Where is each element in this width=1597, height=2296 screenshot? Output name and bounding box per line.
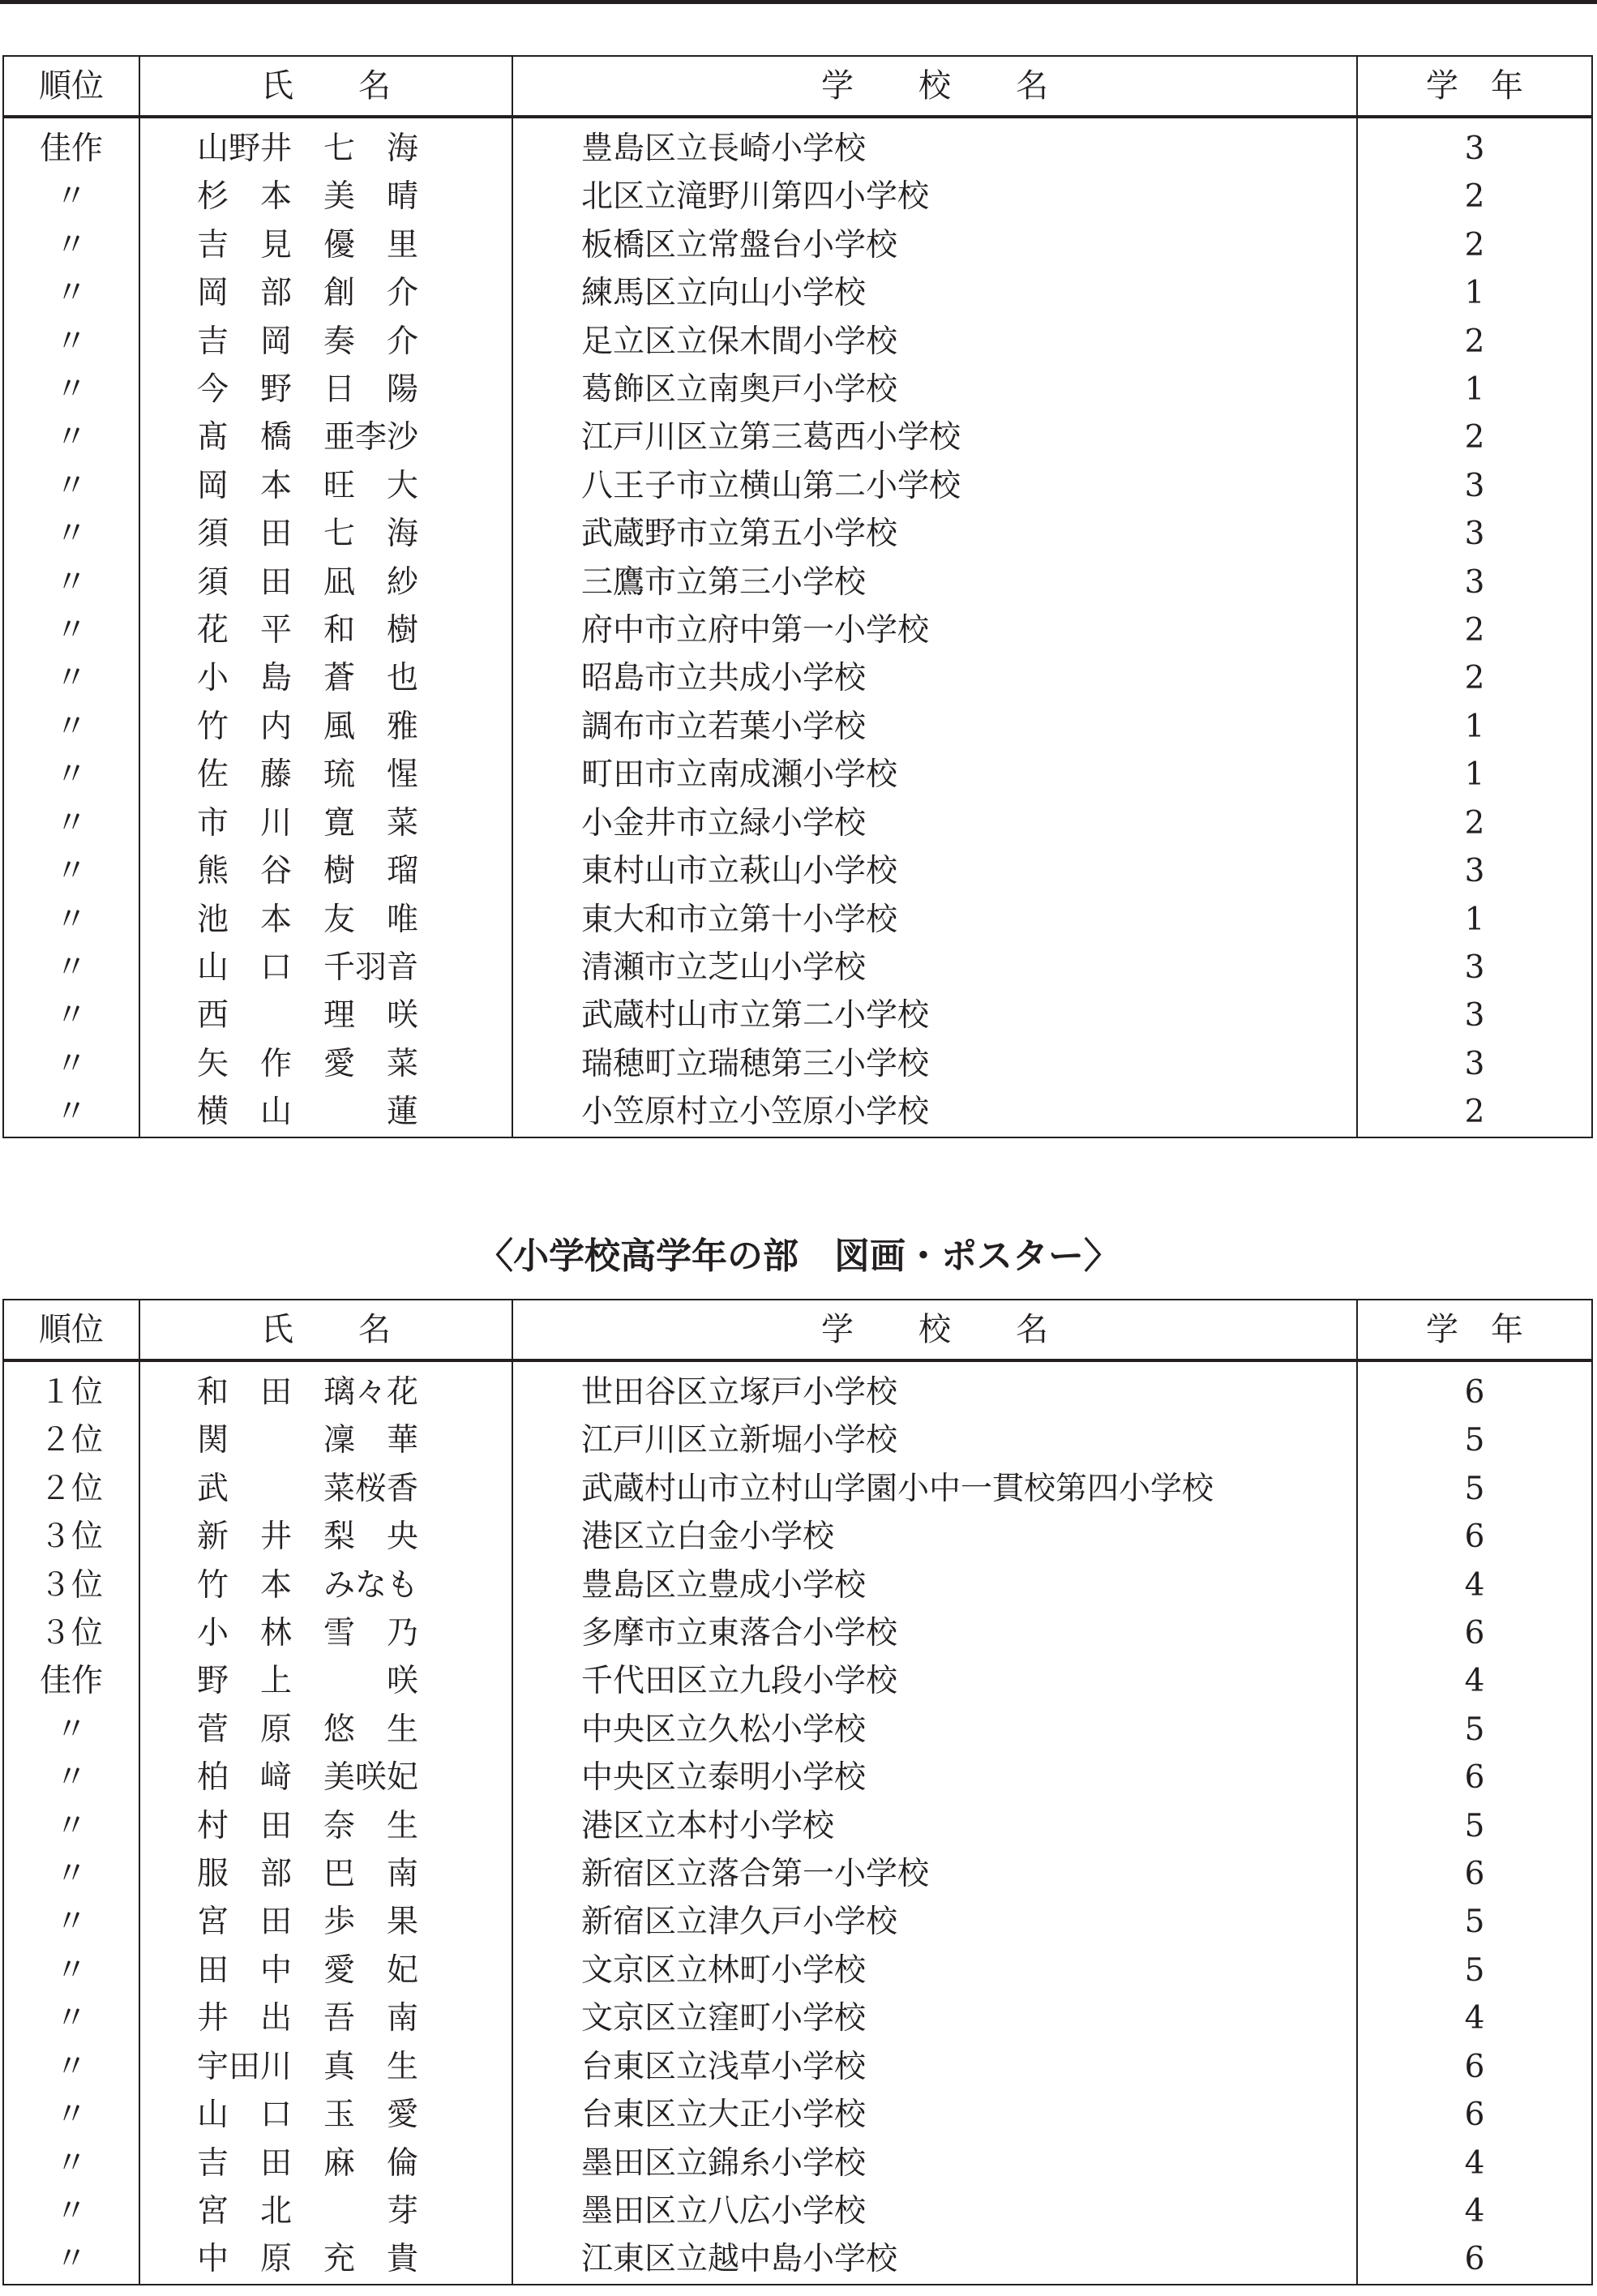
school-cell: 瑞穂町立瑞穂第三小学校 bbox=[512, 1040, 1357, 1088]
grade-cell: 6 bbox=[1357, 1609, 1592, 1657]
rank-cell: 〃 bbox=[3, 2235, 139, 2284]
grade-cell: 2 bbox=[1357, 413, 1592, 461]
grade-cell: 3 bbox=[1357, 117, 1592, 173]
rank-cell: 〃 bbox=[3, 559, 139, 606]
rank-cell: ２位 bbox=[3, 1416, 139, 1464]
grade-cell: 6 bbox=[1357, 2091, 1592, 2139]
table-row bbox=[3, 751, 1592, 799]
table-row bbox=[3, 1088, 1592, 1137]
name-cell: 熊 谷 樹 瑠 bbox=[139, 847, 512, 895]
grade-cell: 3 bbox=[1357, 944, 1592, 992]
header-rank: 順位 bbox=[3, 56, 139, 117]
rank-cell: 〃 bbox=[3, 366, 139, 413]
table-row bbox=[3, 1561, 1592, 1609]
rank-cell: ３位 bbox=[3, 1609, 139, 1657]
table-row bbox=[3, 117, 1592, 173]
name-cell: 横 山 蓮 bbox=[139, 1088, 512, 1137]
name-cell: 新 井 梨 央 bbox=[139, 1513, 512, 1561]
school-cell: 江戸川区立新堀小学校 bbox=[512, 1416, 1357, 1464]
rank-cell: 〃 bbox=[3, 847, 139, 895]
rank-cell: 佳作 bbox=[3, 117, 139, 173]
header-school: 学 校 名 bbox=[512, 1300, 1357, 1360]
rank-cell: 〃 bbox=[3, 1994, 139, 2042]
school-cell: 清瀬市立芝山小学校 bbox=[512, 944, 1357, 992]
table-row bbox=[3, 318, 1592, 366]
grade-cell: 2 bbox=[1357, 654, 1592, 702]
grade-cell: 2 bbox=[1357, 221, 1592, 269]
grade-cell: 2 bbox=[1357, 606, 1592, 654]
table-row bbox=[3, 1609, 1592, 1657]
school-cell: 港区立白金小学校 bbox=[512, 1513, 1357, 1561]
rank-cell: 〃 bbox=[3, 606, 139, 654]
school-cell: 東村山市立萩山小学校 bbox=[512, 847, 1357, 895]
grade-cell: 3 bbox=[1357, 462, 1592, 510]
rank-cell: 〃 bbox=[3, 1947, 139, 1994]
table-row bbox=[3, 1850, 1592, 1898]
table-row bbox=[3, 221, 1592, 269]
name-cell: 須 田 七 海 bbox=[139, 510, 512, 558]
table-row bbox=[3, 462, 1592, 510]
name-cell: 山 口 玉 愛 bbox=[139, 2091, 512, 2139]
table-row bbox=[3, 2140, 1592, 2187]
school-cell: 町田市立南成瀬小学校 bbox=[512, 751, 1357, 799]
grade-cell: 6 bbox=[1357, 2235, 1592, 2284]
table-row bbox=[3, 1416, 1592, 1464]
grade-cell: 5 bbox=[1357, 1947, 1592, 1994]
rank-cell: 〃 bbox=[3, 944, 139, 992]
school-cell: 文京区立林町小学校 bbox=[512, 1947, 1357, 1994]
rank-cell: 〃 bbox=[3, 1898, 139, 1946]
table-row bbox=[3, 2043, 1592, 2091]
school-cell: 台東区立大正小学校 bbox=[512, 2091, 1357, 2139]
school-cell: 小金井市立緑小学校 bbox=[512, 799, 1357, 847]
results-table-1 bbox=[2, 55, 1593, 1138]
name-cell: 竹 本 みなも bbox=[139, 1561, 512, 1609]
table-row bbox=[3, 992, 1592, 1039]
rank-cell: ３位 bbox=[3, 1513, 139, 1561]
name-cell: 野 上 咲 bbox=[139, 1657, 512, 1705]
school-cell: 豊島区立豊成小学校 bbox=[512, 1561, 1357, 1609]
grade-cell: 1 bbox=[1357, 366, 1592, 413]
school-cell: 中央区立久松小学校 bbox=[512, 1706, 1357, 1754]
name-cell: 矢 作 愛 菜 bbox=[139, 1040, 512, 1088]
name-cell: 吉 田 麻 倫 bbox=[139, 2140, 512, 2187]
rank-cell: 〃 bbox=[3, 2187, 139, 2235]
grade-cell: 3 bbox=[1357, 1040, 1592, 1088]
grade-cell: 5 bbox=[1357, 1802, 1592, 1850]
rank-cell: 〃 bbox=[3, 992, 139, 1039]
grade-cell: 4 bbox=[1357, 1561, 1592, 1609]
rank-cell: １位 bbox=[3, 1360, 139, 1416]
school-cell: 新宿区立落合第一小学校 bbox=[512, 1850, 1357, 1898]
name-cell: 井 出 吾 南 bbox=[139, 1994, 512, 2042]
rank-cell: 〃 bbox=[3, 896, 139, 944]
table-row bbox=[3, 2187, 1592, 2235]
table-row bbox=[3, 173, 1592, 221]
grade-cell: 2 bbox=[1357, 799, 1592, 847]
school-cell: 江東区立越中島小学校 bbox=[512, 2235, 1357, 2284]
grade-cell: 3 bbox=[1357, 847, 1592, 895]
school-cell: 新宿区立津久戸小学校 bbox=[512, 1898, 1357, 1946]
name-cell: 村 田 奈 生 bbox=[139, 1802, 512, 1850]
header-grade: 学 年 bbox=[1357, 56, 1592, 117]
school-cell: 江戸川区立第三葛西小学校 bbox=[512, 413, 1357, 461]
table-row bbox=[3, 1802, 1592, 1850]
school-cell: 文京区立窪町小学校 bbox=[512, 1994, 1357, 2042]
rank-cell: 〃 bbox=[3, 1754, 139, 1801]
school-cell: 北区立滝野川第四小学校 bbox=[512, 173, 1357, 221]
name-cell: 岡 本 旺 大 bbox=[139, 462, 512, 510]
grade-cell: 6 bbox=[1357, 2043, 1592, 2091]
grade-cell: 1 bbox=[1357, 269, 1592, 317]
rank-cell: 〃 bbox=[3, 173, 139, 221]
table-row bbox=[3, 1360, 1592, 1416]
name-cell: 中 原 充 貴 bbox=[139, 2235, 512, 2284]
name-cell: 菅 原 悠 生 bbox=[139, 1706, 512, 1754]
name-cell: 田 中 愛 妃 bbox=[139, 1947, 512, 1994]
grade-cell: 4 bbox=[1357, 1994, 1592, 2042]
rank-cell: 〃 bbox=[3, 318, 139, 366]
name-cell: 竹 内 風 雅 bbox=[139, 703, 512, 751]
header-name: 氏 名 bbox=[139, 1300, 512, 1360]
school-cell: 台東区立浅草小学校 bbox=[512, 2043, 1357, 2091]
rank-cell: 〃 bbox=[3, 1706, 139, 1754]
rank-cell: 〃 bbox=[3, 1088, 139, 1137]
table-row bbox=[3, 269, 1592, 317]
school-cell: 葛飾区立南奥戸小学校 bbox=[512, 366, 1357, 413]
grade-cell: 2 bbox=[1357, 1088, 1592, 1137]
name-cell: 和 田 璃々花 bbox=[139, 1360, 512, 1416]
top-rule bbox=[0, 0, 1597, 4]
school-cell: 豊島区立長崎小学校 bbox=[512, 117, 1357, 173]
rank-cell: 〃 bbox=[3, 654, 139, 702]
header-school: 学 校 名 bbox=[512, 56, 1357, 117]
name-cell: 髙 橋 亜李沙 bbox=[139, 413, 512, 461]
rank-cell: 〃 bbox=[3, 703, 139, 751]
table-row bbox=[3, 1706, 1592, 1754]
school-cell: 足立区立保木間小学校 bbox=[512, 318, 1357, 366]
rank-cell: 〃 bbox=[3, 1040, 139, 1088]
name-cell: 宇田川 真 生 bbox=[139, 2043, 512, 2091]
table-row bbox=[3, 1657, 1592, 1705]
school-cell: 中央区立泰明小学校 bbox=[512, 1754, 1357, 1801]
grade-cell: 1 bbox=[1357, 751, 1592, 799]
rank-cell: 〃 bbox=[3, 413, 139, 461]
school-cell: 武蔵村山市立第二小学校 bbox=[512, 992, 1357, 1039]
table-row bbox=[3, 703, 1592, 751]
table-row bbox=[3, 606, 1592, 654]
name-cell: 宮 田 歩 果 bbox=[139, 1898, 512, 1946]
rank-cell: ３位 bbox=[3, 1561, 139, 1609]
table-row bbox=[3, 2235, 1592, 2284]
table-row bbox=[3, 413, 1592, 461]
table-row bbox=[3, 559, 1592, 606]
table-body-2 bbox=[3, 1360, 1592, 2285]
school-cell: 多摩市立東落合小学校 bbox=[512, 1609, 1357, 1657]
grade-cell: 5 bbox=[1357, 1706, 1592, 1754]
grade-cell: 6 bbox=[1357, 1360, 1592, 1416]
school-cell: 府中市立府中第一小学校 bbox=[512, 606, 1357, 654]
rank-cell: 〃 bbox=[3, 2140, 139, 2187]
grade-cell: 6 bbox=[1357, 1850, 1592, 1898]
grade-cell: 4 bbox=[1357, 1657, 1592, 1705]
name-cell: 今 野 日 陽 bbox=[139, 366, 512, 413]
table-header-row bbox=[3, 56, 1592, 117]
grade-cell: 1 bbox=[1357, 703, 1592, 751]
grade-cell: 5 bbox=[1357, 1898, 1592, 1946]
school-cell: 昭島市立共成小学校 bbox=[512, 654, 1357, 702]
grade-cell: 5 bbox=[1357, 1416, 1592, 1464]
header-name: 氏 名 bbox=[139, 56, 512, 117]
grade-cell: 4 bbox=[1357, 2140, 1592, 2187]
rank-cell: 〃 bbox=[3, 221, 139, 269]
school-cell: 千代田区立九段小学校 bbox=[512, 1657, 1357, 1705]
name-cell: 山 口 千羽音 bbox=[139, 944, 512, 992]
school-cell: 墨田区立八広小学校 bbox=[512, 2187, 1357, 2235]
school-cell: 八王子市立横山第二小学校 bbox=[512, 462, 1357, 510]
table-row bbox=[3, 510, 1592, 558]
school-cell: 世田谷区立塚戸小学校 bbox=[512, 1360, 1357, 1416]
name-cell: 花 平 和 樹 bbox=[139, 606, 512, 654]
table-row bbox=[3, 1040, 1592, 1088]
rank-cell: 〃 bbox=[3, 269, 139, 317]
name-cell: 佐 藤 琉 惺 bbox=[139, 751, 512, 799]
rank-cell: 〃 bbox=[3, 799, 139, 847]
grade-cell: 3 bbox=[1357, 559, 1592, 606]
name-cell: 池 本 友 唯 bbox=[139, 896, 512, 944]
name-cell: 小 島 蒼 也 bbox=[139, 654, 512, 702]
name-cell: 武 菜桜香 bbox=[139, 1465, 512, 1513]
table-row bbox=[3, 654, 1592, 702]
section-title-upper-grades-poster: 〈小学校高学年の部 図画・ポスター〉 bbox=[477, 1236, 1120, 1277]
rank-cell: 佳作 bbox=[3, 1657, 139, 1705]
school-cell: 練馬区立向山小学校 bbox=[512, 269, 1357, 317]
school-cell: 武蔵村山市立村山学園小中一貫校第四小学校 bbox=[512, 1465, 1357, 1513]
table-row bbox=[3, 366, 1592, 413]
results-table-2 bbox=[2, 1299, 1593, 2285]
table-row bbox=[3, 799, 1592, 847]
name-cell: 西 理 咲 bbox=[139, 992, 512, 1039]
school-cell: 墨田区立錦糸小学校 bbox=[512, 2140, 1357, 2187]
table-row bbox=[3, 1994, 1592, 2042]
name-cell: 小 林 雪 乃 bbox=[139, 1609, 512, 1657]
grade-cell: 3 bbox=[1357, 992, 1592, 1039]
table-row bbox=[3, 2091, 1592, 2139]
school-cell: 調布市立若葉小学校 bbox=[512, 703, 1357, 751]
rank-cell: 〃 bbox=[3, 1802, 139, 1850]
grade-cell: 2 bbox=[1357, 318, 1592, 366]
table-row bbox=[3, 944, 1592, 992]
grade-cell: 4 bbox=[1357, 2187, 1592, 2235]
name-cell: 関 凜 華 bbox=[139, 1416, 512, 1464]
rank-cell: 〃 bbox=[3, 751, 139, 799]
name-cell: 柏 﨑 美咲妃 bbox=[139, 1754, 512, 1801]
rank-cell: 〃 bbox=[3, 462, 139, 510]
table-row bbox=[3, 1465, 1592, 1513]
school-cell: 東大和市立第十小学校 bbox=[512, 896, 1357, 944]
school-cell: 港区立本村小学校 bbox=[512, 1802, 1357, 1850]
table-header-row bbox=[3, 1300, 1592, 1360]
table-row bbox=[3, 1898, 1592, 1946]
grade-cell: 3 bbox=[1357, 510, 1592, 558]
rank-cell: 〃 bbox=[3, 510, 139, 558]
name-cell: 吉 見 優 里 bbox=[139, 221, 512, 269]
name-cell: 吉 岡 奏 介 bbox=[139, 318, 512, 366]
table-row bbox=[3, 847, 1592, 895]
table-row bbox=[3, 1947, 1592, 1994]
name-cell: 宮 北 芽 bbox=[139, 2187, 512, 2235]
school-cell: 板橋区立常盤台小学校 bbox=[512, 221, 1357, 269]
name-cell: 山野井 七 海 bbox=[139, 117, 512, 173]
grade-cell: 6 bbox=[1357, 1754, 1592, 1801]
school-cell: 小笠原村立小笠原小学校 bbox=[512, 1088, 1357, 1137]
name-cell: 杉 本 美 晴 bbox=[139, 173, 512, 221]
header-rank: 順位 bbox=[3, 1300, 139, 1360]
table-row bbox=[3, 1513, 1592, 1561]
name-cell: 須 田 凪 紗 bbox=[139, 559, 512, 606]
table-row bbox=[3, 1754, 1592, 1801]
rank-cell: ２位 bbox=[3, 1465, 139, 1513]
rank-cell: 〃 bbox=[3, 2091, 139, 2139]
rank-cell: 〃 bbox=[3, 1850, 139, 1898]
grade-cell: 2 bbox=[1357, 173, 1592, 221]
school-cell: 武蔵野市立第五小学校 bbox=[512, 510, 1357, 558]
rank-cell: 〃 bbox=[3, 2043, 139, 2091]
name-cell: 服 部 巴 南 bbox=[139, 1850, 512, 1898]
name-cell: 市 川 寛 菜 bbox=[139, 799, 512, 847]
name-cell: 岡 部 創 介 bbox=[139, 269, 512, 317]
table-row bbox=[3, 896, 1592, 944]
grade-cell: 1 bbox=[1357, 896, 1592, 944]
school-cell: 三鷹市立第三小学校 bbox=[512, 559, 1357, 606]
grade-cell: 6 bbox=[1357, 1513, 1592, 1561]
header-grade: 学 年 bbox=[1357, 1300, 1592, 1360]
table-body-1 bbox=[3, 117, 1592, 1137]
grade-cell: 5 bbox=[1357, 1465, 1592, 1513]
